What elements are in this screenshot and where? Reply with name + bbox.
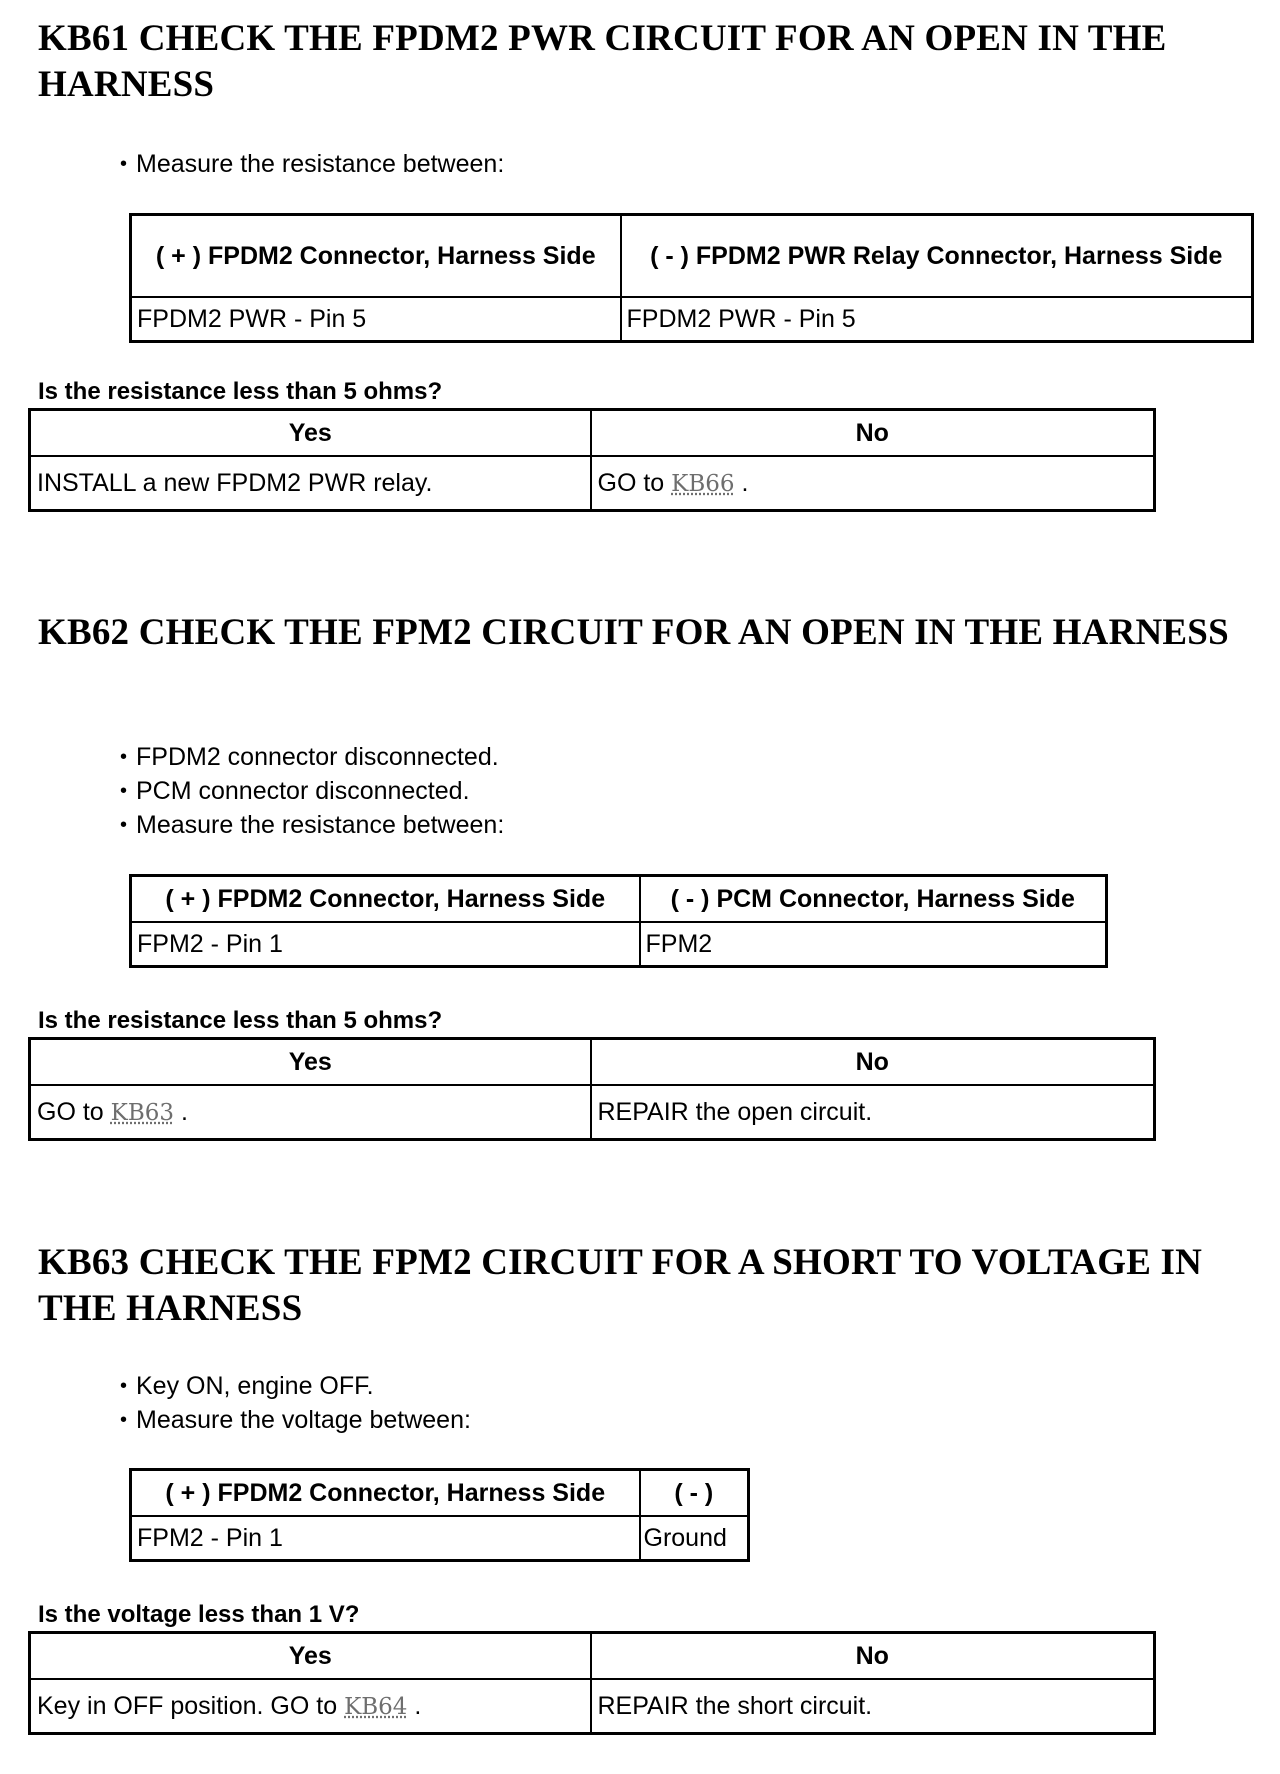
- measurement-header-negative: ( - ) FPDM2 PWR Relay Connector, Harness Side: [621, 215, 1253, 298]
- instruction-item: • FPDM2 connector disconnected.: [120, 740, 504, 774]
- yes-action: GO to KB63 .: [30, 1085, 591, 1140]
- measurement-cell: FPM2: [640, 922, 1107, 967]
- no-header: No: [591, 1039, 1155, 1086]
- section-title: KB62 CHECK THE FPM2 CIRCUIT FOR AN OPEN IN THE HARNESS: [38, 612, 1229, 653]
- no-action: REPAIR the open circuit.: [591, 1085, 1155, 1140]
- measurement-cell: FPM2 - Pin 1: [131, 922, 640, 967]
- measurement-cell: FPDM2 PWR - Pin 5: [621, 297, 1253, 342]
- yes-header: Yes: [30, 1633, 591, 1680]
- no-header: No: [591, 410, 1155, 457]
- question-text: Is the voltage less than 1 V?: [38, 1601, 360, 1628]
- measurement-cell: FPDM2 PWR - Pin 5: [131, 297, 621, 342]
- yes-header: Yes: [30, 1039, 591, 1086]
- yes-no-table: [28, 408, 1156, 512]
- measurement-cell: Ground: [640, 1516, 749, 1561]
- question-text: Is the resistance less than 5 ohms?: [38, 1007, 443, 1034]
- instruction-item: • Key ON, engine OFF.: [120, 1369, 471, 1403]
- question-text: Is the resistance less than 5 ohms?: [38, 378, 443, 405]
- link-kb66[interactable]: KB66: [671, 470, 735, 497]
- measurement-header-positive: ( + ) FPDM2 Connector, Harness Side: [131, 1470, 640, 1517]
- measurement-header-negative: ( - ) PCM Connector, Harness Side: [640, 876, 1107, 923]
- instruction-item: • PCM connector disconnected.: [120, 774, 504, 808]
- instruction-item: • Measure the resistance between:: [120, 147, 504, 181]
- no-header: No: [591, 1633, 1155, 1680]
- yes-no-table: [28, 1631, 1156, 1735]
- instruction-list: [120, 147, 504, 181]
- instruction-list: [120, 1369, 471, 1437]
- yes-header: Yes: [30, 410, 591, 457]
- measurement-cell: FPM2 - Pin 1: [131, 1516, 640, 1561]
- measurement-table: [129, 213, 1254, 343]
- instruction-item: • Measure the voltage between:: [120, 1403, 471, 1437]
- section-title: KB63 CHECK THE FPM2 CIRCUIT FOR A SHORT TO VOLTAGE IN THE HARNESS: [38, 1242, 1203, 1329]
- measurement-table: [129, 874, 1108, 968]
- yes-no-table: [28, 1037, 1156, 1141]
- section-title: KB61 CHECK THE FPDM2 PWR CIRCUIT FOR AN OPEN IN THE HARNESS: [38, 18, 1167, 105]
- measurement-header-positive: ( + ) FPDM2 Connector, Harness Side: [131, 876, 640, 923]
- measurement-header-negative: ( - ): [640, 1470, 749, 1517]
- no-action: REPAIR the short circuit.: [591, 1679, 1155, 1734]
- yes-action: Key in OFF position. GO to KB64 .: [30, 1679, 591, 1734]
- yes-action: INSTALL a new FPDM2 PWR relay.: [30, 456, 591, 511]
- measurement-table: [129, 1468, 750, 1562]
- link-kb63[interactable]: KB63: [110, 1099, 174, 1126]
- instruction-list: [120, 740, 504, 842]
- measurement-header-positive: ( + ) FPDM2 Connector, Harness Side: [131, 215, 621, 298]
- instruction-item: • Measure the resistance between:: [120, 808, 504, 842]
- no-action: GO to KB66 .: [591, 456, 1155, 511]
- link-kb64[interactable]: KB64: [344, 1693, 408, 1720]
